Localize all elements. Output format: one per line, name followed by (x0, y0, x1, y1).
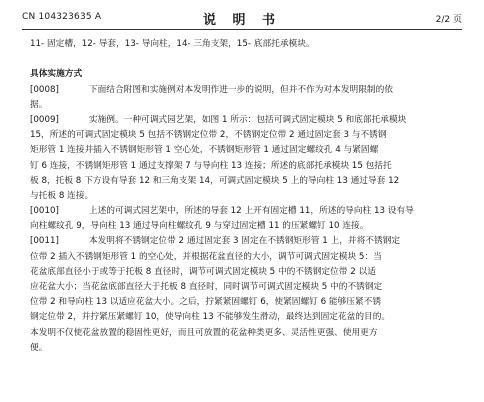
paragraph-0011-line-1 (30, 234, 464, 249)
paragraph-0008-line-1 (30, 83, 464, 98)
paragraph-0011-line-3: 花盆底部直径小于或等于托板 8 直径时，调节可调式固定模块 5 中的不锈钢定位带 2 以适 (30, 266, 376, 277)
document-title: 说 明 书 (202, 13, 282, 28)
paragraph-0009-line-4: 钉 6 连接，不锈钢矩形管 1 通过支撑架 7 与导向柱 13 连接；所述的底部托承模块 15 包括托 (30, 160, 392, 171)
paragraph-text: 上述的可调式园艺架中，所述的导套 12 上开有固定槽 11，所述的导向柱 13 设有导 (88, 206, 414, 217)
paragraph-0010-line-1 (30, 204, 464, 219)
page-number: 2/2 页 (435, 15, 462, 25)
paragraph-0011-line-7: 本发明不仅使花盆放置的稳固性更好，而且可放置的花盆种类更多、灵活性更强、使用更方 (30, 327, 378, 338)
paragraph-0009-line-1 (30, 113, 464, 128)
paragraph-0011-line-4: 应花盆大小；当花盆底部直径大于托板 8 直径时，同时调节可调式固定模块 5 中的不锈钢定 (30, 282, 383, 292)
paragraph-0011-line-5: 位带 2 和导向柱 13 以适应花盆大小。之后，拧紧紧固螺钉 6，使紧固螺钉 6 能够压紧不锈 (30, 297, 382, 308)
paragraph-text: 实施例。一种可调式园艺架，如图 1 所示：包括可调式固定模块 5 和底部托承模块 (88, 114, 407, 125)
document-body (30, 37, 464, 356)
page-header (22, 9, 462, 29)
blank-line (30, 52, 464, 67)
paragraph-0011-line-8: 便。 (30, 342, 48, 353)
header-rule (22, 29, 462, 30)
paragraph-tag: [0009] (30, 114, 59, 125)
paragraph-tag: [0010] (30, 206, 59, 217)
paragraph-0009-line-6: 与托板 8 连接。 (30, 190, 94, 201)
paragraph-0011-line-2: 位带 2 插入不锈钢矩形管 1 的空心处，并根据花盆直径的大小，调节可调式固定模块 5：当 (30, 251, 382, 262)
reference-list-line: 11- 固定槽，12- 导套，13- 导向柱，14- 三角支架，15- 底部托承模块。 (30, 39, 315, 49)
paragraph-0009-line-3: 矩形管 1 连接并插入不锈钢矩形管 1 空心处，不锈钢矩形管 1 通过固定螺纹孔 4 与紧固螺 (30, 145, 379, 156)
paragraph-0009-line-5: 板 8，托板 8 下方设有导套 12 和三角支架 14，可调式固定模块 5 上的导向柱 13 通过导套 12 (30, 175, 400, 186)
paragraph-text: 本发明将不锈钢定位带 2 通过固定套 3 固定在不锈钢矩形管 1 上，并将不锈钢定 (88, 236, 401, 247)
paragraph-0011-line-6: 钢定位带 2，并拧紧压紧螺钉 10，使导向柱 13 不能够发生滑动，最终达到固定花盆的目的。 (30, 312, 391, 323)
patent-number: CN 104323635 A (22, 12, 102, 22)
paragraph-0010-line-2: 向柱螺纹孔 9，导向柱 13 通过导向柱螺纹孔 9 与穿过固定槽 11 的压紧螺钉 10 连接。 (30, 221, 369, 232)
section-title: 具体实施方式 (30, 69, 83, 80)
paragraph-tag: [0011] (30, 236, 59, 247)
paragraph-tag: [0008] (30, 84, 59, 95)
paragraph-0008-line-2: 据。 (30, 99, 48, 110)
paragraph-0009-line-2: 15，所述的可调式固定模块 5 包括不锈钢定位带 2，不锈钢定位带 2 通过固定套 3 与不锈钢 (30, 130, 387, 141)
paragraph-text: 下面结合附图和实施例对本发明作进一步的说明，但并不作为对本发明限制的依 (88, 84, 393, 95)
